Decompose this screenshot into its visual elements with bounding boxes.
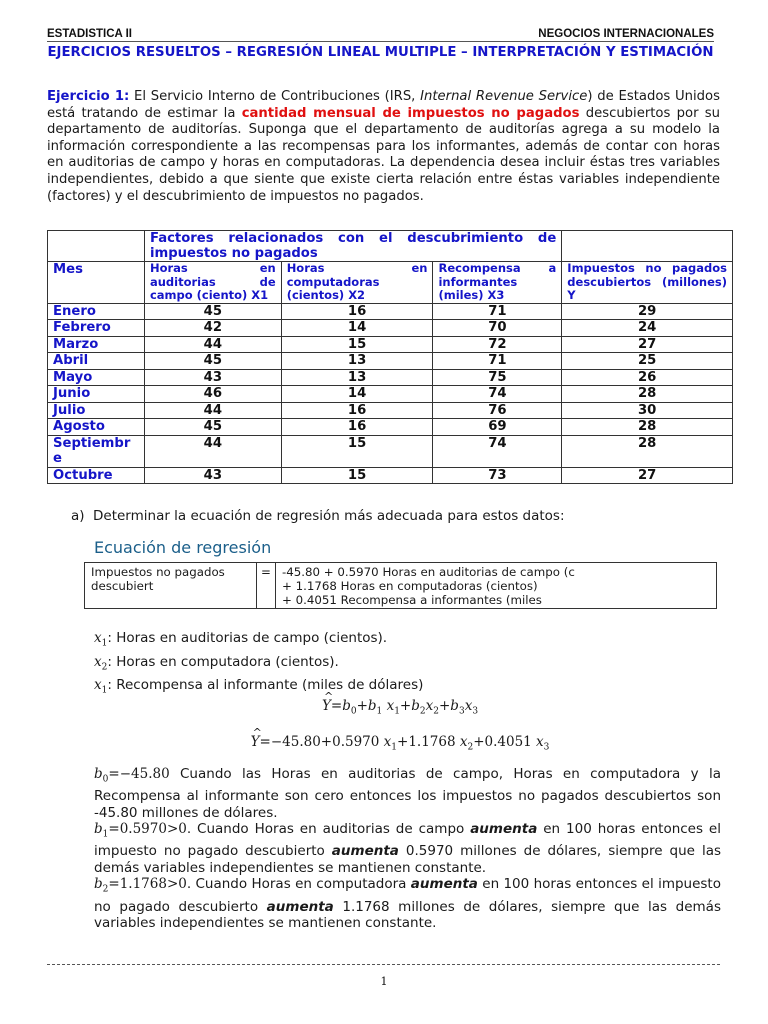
y-cell: 28 [562, 386, 733, 403]
month-cell: Abril [48, 353, 145, 370]
month-cell: Julio [48, 402, 145, 419]
intro-text-3: descubiertos por su departamento de auditorías. Suponga que el departamento de auditorías agrega a su modelo la información correspondiente a las recompensas para los informantes, además de contar con horas en auditorias de campo y horas en computadoras. La dependencia desea incluir éstas tres variables independientes, debido a que siente que existe cierta relación entre éstas variables independiente (factores) y el descubrimiento de impuestos no pagados. [47, 105, 720, 204]
equation-equals: = [257, 563, 276, 609]
x3-cell: 71 [433, 353, 562, 370]
x3-cell: 72 [433, 336, 562, 353]
x2-cell: 14 [281, 386, 433, 403]
x3-cell: 74 [433, 386, 562, 403]
x1-cell: 45 [144, 353, 281, 370]
variable-definitions [94, 629, 423, 700]
column-header-x2: Horas en computadoras (cientos) X2 [281, 262, 433, 304]
x2-cell: 15 [281, 336, 433, 353]
table-row [48, 419, 733, 436]
interpretation-b1: $b_1=0.5970>0$. Cuando Horas en auditorias de campo aumenta en 100 horas entonces el impuesto no pagado descubierto aumenta 0.5970 millones de dólares, siempre que las demás variables independientes se mantienen constante. [94, 821, 722, 876]
table-row [48, 303, 733, 320]
x2-cell: 13 [281, 369, 433, 386]
x1-cell: 42 [144, 320, 281, 337]
column-header-mes: Mes [48, 262, 145, 304]
exercise-intro [47, 89, 720, 205]
course-name: ESTADISTICA II [47, 28, 132, 40]
x2-cell: 14 [281, 320, 433, 337]
equation-lhs: Impuestos no pagados descubiert [85, 563, 257, 609]
variable-symbol: $x_1$ [94, 677, 108, 697]
month-cell: Enero [48, 303, 145, 320]
x3-cell: 69 [433, 419, 562, 436]
x2-cell: 16 [281, 303, 433, 320]
y-cell: 24 [562, 320, 733, 337]
question-text: Determinar la ecuación de regresión más adecuada para estos datos: [93, 508, 565, 524]
y-cell: 28 [562, 419, 733, 436]
regression-equation-table [84, 562, 717, 609]
page-number: 1 [380, 975, 388, 988]
x1-cell: 43 [144, 467, 281, 484]
question-letter: a) [71, 508, 85, 524]
footer-divider [47, 964, 720, 965]
x3-cell: 73 [433, 467, 562, 484]
question-a [71, 508, 565, 524]
table-row [48, 435, 733, 467]
table-row [48, 369, 733, 386]
x3-cell: 70 [433, 320, 562, 337]
y-cell: 25 [562, 353, 733, 370]
month-cell: Septiembr e [48, 435, 145, 467]
month-cell: Marzo [48, 336, 145, 353]
y-cell: 27 [562, 467, 733, 484]
month-cell: Febrero [48, 320, 145, 337]
month-cell: Mayo [48, 369, 145, 386]
month-cell: Junio [48, 386, 145, 403]
variable-definition: $x_2$: Horas en computadora (cientos). [94, 653, 339, 673]
month-cell: Agosto [48, 419, 145, 436]
interpretation-b0: $b_0=-45.80$ Cuando las Horas en auditorias de campo, Horas en computadora y la Recompensa al informante son cero entonces los impuestos no pagados descubiertos son -45.80 millones de dólares. [94, 766, 721, 821]
table-body [48, 303, 733, 484]
empty-header-cell [562, 231, 733, 262]
table-row [48, 402, 733, 419]
x2-cell: 15 [281, 467, 433, 484]
x1-cell: 45 [144, 419, 281, 436]
x1-cell: 46 [144, 386, 281, 403]
x3-cell: 75 [433, 369, 562, 386]
interpretation-b2: $b_2=1.1768>0$. Cuando Horas en computadora aumenta en 100 horas entonces el impuesto no pagado descubierto aumenta 1.1768 millones de dólares, siempre que las demás variables independientes se mantienen constante. [94, 876, 721, 932]
x3-cell: 76 [433, 402, 562, 419]
empty-header-cell [48, 231, 145, 262]
y-cell: 29 [562, 303, 733, 320]
table-row [48, 336, 733, 353]
page-header [47, 27, 714, 42]
x2-cell: 16 [281, 402, 433, 419]
equation-rhs-line: + 0.4051 Recompensa a informantes (miles [282, 592, 542, 607]
intro-highlight: cantidad mensual de impuestos no pagados [241, 105, 580, 121]
x3-cell: 74 [433, 435, 562, 467]
regression-heading: Ecuación de regresión [94, 538, 272, 557]
y-cell: 30 [562, 402, 733, 419]
column-header-y: Impuestos no pagados descubiertos (millones) Y [562, 262, 733, 304]
column-header-x3: Recompensa a informantes (miles) X3 [433, 262, 562, 304]
x2-cell: 13 [281, 353, 433, 370]
variable-definition: $x_1$: Horas en auditorias de campo (cientos). [94, 630, 388, 649]
equation-rhs-line: -45.80 + 0.5970 Horas en auditorias de campo (c [282, 565, 575, 579]
group-header-row [48, 231, 733, 262]
exercise-label: Ejercicio 1: [47, 89, 130, 104]
table-row [48, 353, 733, 370]
column-header-row [48, 262, 733, 304]
x1-cell: 44 [144, 402, 281, 419]
y-cell: 27 [562, 336, 733, 353]
x1-cell: 43 [144, 369, 281, 386]
variable-symbol: $x_2$ [94, 653, 108, 673]
estimated-regression-formula: ^ Y=−45.80+0.5970 $x_1+1.1768$ $x_2+0.4051$ $x_3$ [16, 734, 768, 753]
group-header-cell: Factores relacionados con el descubrimiento de impuestos no pagados [144, 231, 561, 262]
y-cell: 28 [562, 435, 733, 467]
table-row [48, 320, 733, 337]
program-name: NEGOCIOS INTERNACIONALES [538, 28, 714, 40]
intro-text-1: El Servicio Interno de Contribuciones (IRS, [129, 89, 421, 104]
data-table [47, 230, 733, 484]
column-header-x1: Horas en auditorias de campo (ciento) X1 [144, 262, 281, 304]
document-title: EJERCICIOS RESUELTOS – REGRESIÓN LINEAL MULTIPLE – INTERPRETACIÓN Y ESTIMACIÓN [47, 45, 714, 60]
equation-rhs [276, 563, 717, 609]
x2-cell: 15 [281, 435, 433, 467]
month-cell: Octubre [48, 467, 145, 484]
y-cell: 26 [562, 369, 733, 386]
intro-italic: Internal Revenue Service [420, 89, 588, 104]
y-hat-symbol: ^ Y [251, 734, 260, 750]
intro-text-2: ) de Estados Unidos está tratando de estimar la [47, 89, 720, 121]
x3-cell: 71 [433, 303, 562, 320]
variable-symbol: $x_1$ [94, 630, 108, 649]
table-row [48, 467, 733, 484]
table-row [48, 386, 733, 403]
general-regression-formula: ^ $Y=b_0+b_1$ $x_1+b_2x_2+b_3x_3$ [16, 698, 768, 717]
variable-definition: $x_1$: Recompensa al informante (miles de dólares) [94, 677, 424, 697]
x1-cell: 45 [144, 303, 281, 320]
coefficient-interpretations [94, 766, 721, 932]
x1-cell: 44 [144, 435, 281, 467]
x2-cell: 16 [281, 419, 433, 436]
equation-rhs-line: + 1.1768 Horas en computadoras (cientos) [282, 578, 538, 593]
y-hat-symbol: ^ Y [322, 698, 331, 714]
x1-cell: 44 [144, 336, 281, 353]
